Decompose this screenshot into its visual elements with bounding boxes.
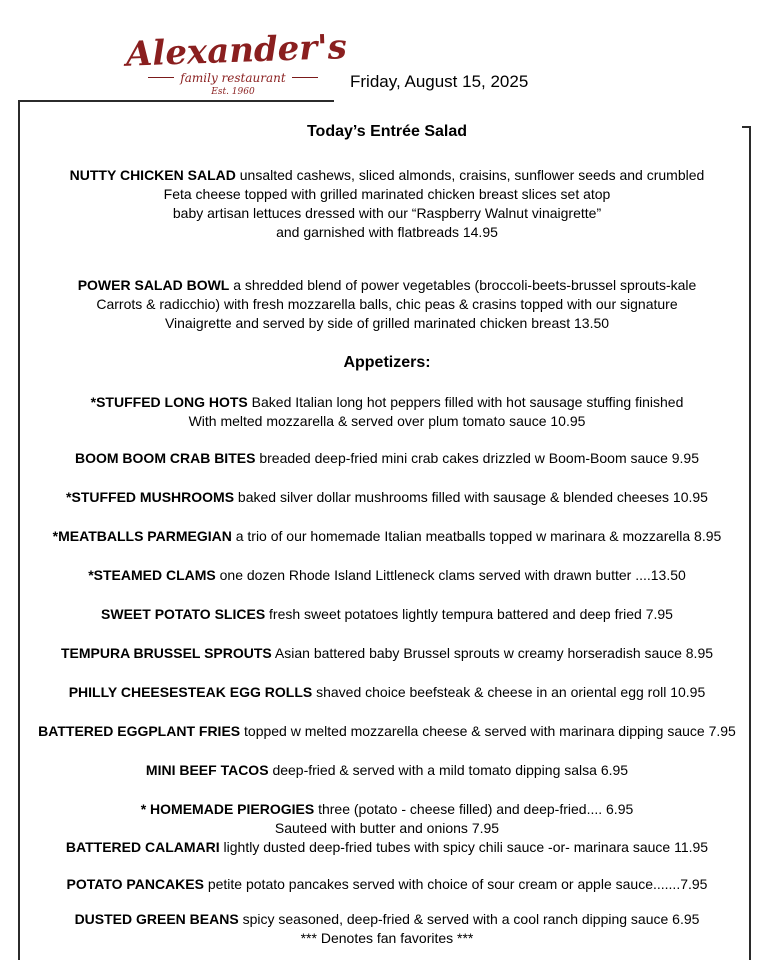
menu-item-philly-cheesesteak-egg-rolls bbox=[35, 683, 739, 702]
logo-rule-right bbox=[292, 77, 318, 78]
item-name: *MEATBALLS PARMEGIAN bbox=[52, 528, 232, 544]
menu-item-stuffed-long-hots bbox=[35, 393, 739, 431]
item-name: BATTERED CALAMARI bbox=[65, 839, 220, 855]
menu-content bbox=[35, 122, 739, 948]
item-description-line: a shredded blend of power vegetables (broccoli-beets-brussel sprouts-kale bbox=[233, 277, 697, 293]
page-border-right-stub bbox=[742, 126, 751, 128]
item-description-line: Baked Italian long hot peppers filled with hot sausage stuffing finished bbox=[251, 394, 684, 410]
menu-item-dusted-green-beans bbox=[35, 910, 739, 929]
menu-item-power-salad-bowl bbox=[35, 276, 739, 333]
item-description: a trio of our homemade Italian meatballs topped w marinara & mozzarella 8.95 bbox=[235, 528, 722, 544]
section-title-entree-salad: Today’s Entrée Salad bbox=[306, 123, 468, 140]
item-description: deep-fried & served with a mild tomato dipping salsa 6.95 bbox=[272, 762, 629, 778]
item-name: BOOM BOOM CRAB BITES bbox=[74, 450, 256, 466]
fan-favorites-note: *** Denotes fan favorites *** bbox=[300, 930, 474, 946]
item-name: *STUFFED LONG HOTS bbox=[90, 394, 248, 410]
item-description-line: and garnished with flatbreads 14.95 bbox=[276, 224, 498, 240]
item-name: SWEET POTATO SLICES bbox=[101, 606, 266, 622]
item-description-line: baby artisan lettuces dressed with our “Raspberry Walnut vinaigrette” bbox=[172, 205, 602, 221]
item-description: breaded deep-fried mini crab cakes drizzled w Boom-Boom sauce 9.95 bbox=[259, 450, 699, 466]
item-description-line: Vinaigrette and served by side of grilled marinated chicken breast 13.50 bbox=[164, 315, 610, 331]
menu-item-steamed-clams bbox=[35, 566, 739, 585]
page-border-top bbox=[18, 100, 334, 102]
restaurant-logo bbox=[125, 27, 348, 97]
item-name: MINI BEEF TACOS bbox=[145, 762, 269, 778]
item-description: fresh sweet potatoes lightly tempura battered and deep fried 7.95 bbox=[269, 606, 673, 622]
item-description: baked silver dollar mushrooms filled with sausage & blended cheeses 10.95 bbox=[237, 489, 708, 505]
menu-item-meatballs-parmegian bbox=[35, 527, 739, 546]
logo-subtitle-text: family restaurant bbox=[180, 70, 286, 85]
page-border-right bbox=[749, 126, 751, 960]
item-description-line: three (potato - cheese filled) and deep-fried.... 6.95 bbox=[318, 801, 634, 817]
item-description: spicy seasoned, deep-fried & served with a cool ranch dipping sauce 6.95 bbox=[242, 911, 700, 927]
item-description: lightly dusted deep-fried tubes with spicy chili sauce -or- marinara sauce 11.95 bbox=[223, 839, 709, 855]
page-border-left bbox=[18, 100, 20, 960]
item-description-line: Sauteed with butter and onions 7.95 bbox=[274, 820, 500, 836]
item-description-line: Feta cheese topped with grilled marinated chicken breast slices set atop bbox=[163, 186, 611, 202]
logo-name: Alexander's bbox=[125, 27, 348, 75]
menu-item-homemade-pierogies bbox=[35, 800, 739, 838]
item-description-line: Carrots & radicchio) with fresh mozzarella balls, chic peas & crasins topped with our signature bbox=[96, 296, 678, 312]
item-name: POWER SALAD BOWL bbox=[77, 277, 230, 293]
menu-item-nutty-chicken-salad bbox=[35, 166, 739, 242]
menu-item-sweet-potato-slices bbox=[35, 605, 739, 624]
item-name: *STEAMED CLAMS bbox=[88, 567, 216, 583]
item-name: PHILLY CHEESESTEAK EGG ROLLS bbox=[68, 684, 313, 700]
menu-item-battered-eggplant-fries bbox=[35, 722, 739, 741]
item-description-line: unsalted cashews, sliced almonds, craisins, sunflower seeds and crumbled bbox=[239, 167, 705, 183]
item-description: one dozen Rhode Island Littleneck clams served with drawn butter ....13.50 bbox=[219, 567, 686, 583]
item-name: NUTTY CHICKEN SALAD bbox=[69, 167, 236, 183]
item-name: DUSTED GREEN BEANS bbox=[74, 911, 239, 927]
menu-item-boom-boom-crab-bites bbox=[35, 449, 739, 468]
menu-item-potato-pancakes bbox=[35, 875, 739, 894]
logo-rule-left bbox=[148, 77, 174, 78]
item-name: * HOMEMADE PIEROGIES bbox=[140, 801, 315, 817]
item-description: topped w melted mozzarella cheese & served with marinara dipping sauce 7.95 bbox=[244, 723, 736, 739]
menu-date: Friday, August 15, 2025 bbox=[350, 72, 529, 91]
menu-item-battered-calamari bbox=[35, 838, 739, 857]
item-name: POTATO PANCAKES bbox=[66, 876, 204, 892]
item-name: *STUFFED MUSHROOMS bbox=[66, 489, 235, 505]
item-description: Asian battered baby Brussel sprouts w creamy horseradish sauce 8.95 bbox=[274, 645, 714, 661]
menu-item-stuffed-mushrooms bbox=[35, 488, 739, 507]
item-description: petite potato pancakes served with choice of sour cream or apple sauce.......7.95 bbox=[207, 876, 708, 892]
item-name: BATTERED EGGPLANT FRIES bbox=[38, 723, 241, 739]
logo-established: Est. 1960 bbox=[211, 86, 255, 97]
menu-item-mini-beef-tacos bbox=[35, 761, 739, 780]
section-title-appetizers: Appetizers: bbox=[343, 354, 431, 371]
menu-item-tempura-brussel-sprouts bbox=[35, 644, 739, 663]
item-description-line: With melted mozzarella & served over plum tomato sauce 10.95 bbox=[188, 413, 586, 429]
item-description: shaved choice beefsteak & cheese in an oriental egg roll 10.95 bbox=[316, 684, 706, 700]
item-name: TEMPURA BRUSSEL SPROUTS bbox=[60, 645, 272, 661]
